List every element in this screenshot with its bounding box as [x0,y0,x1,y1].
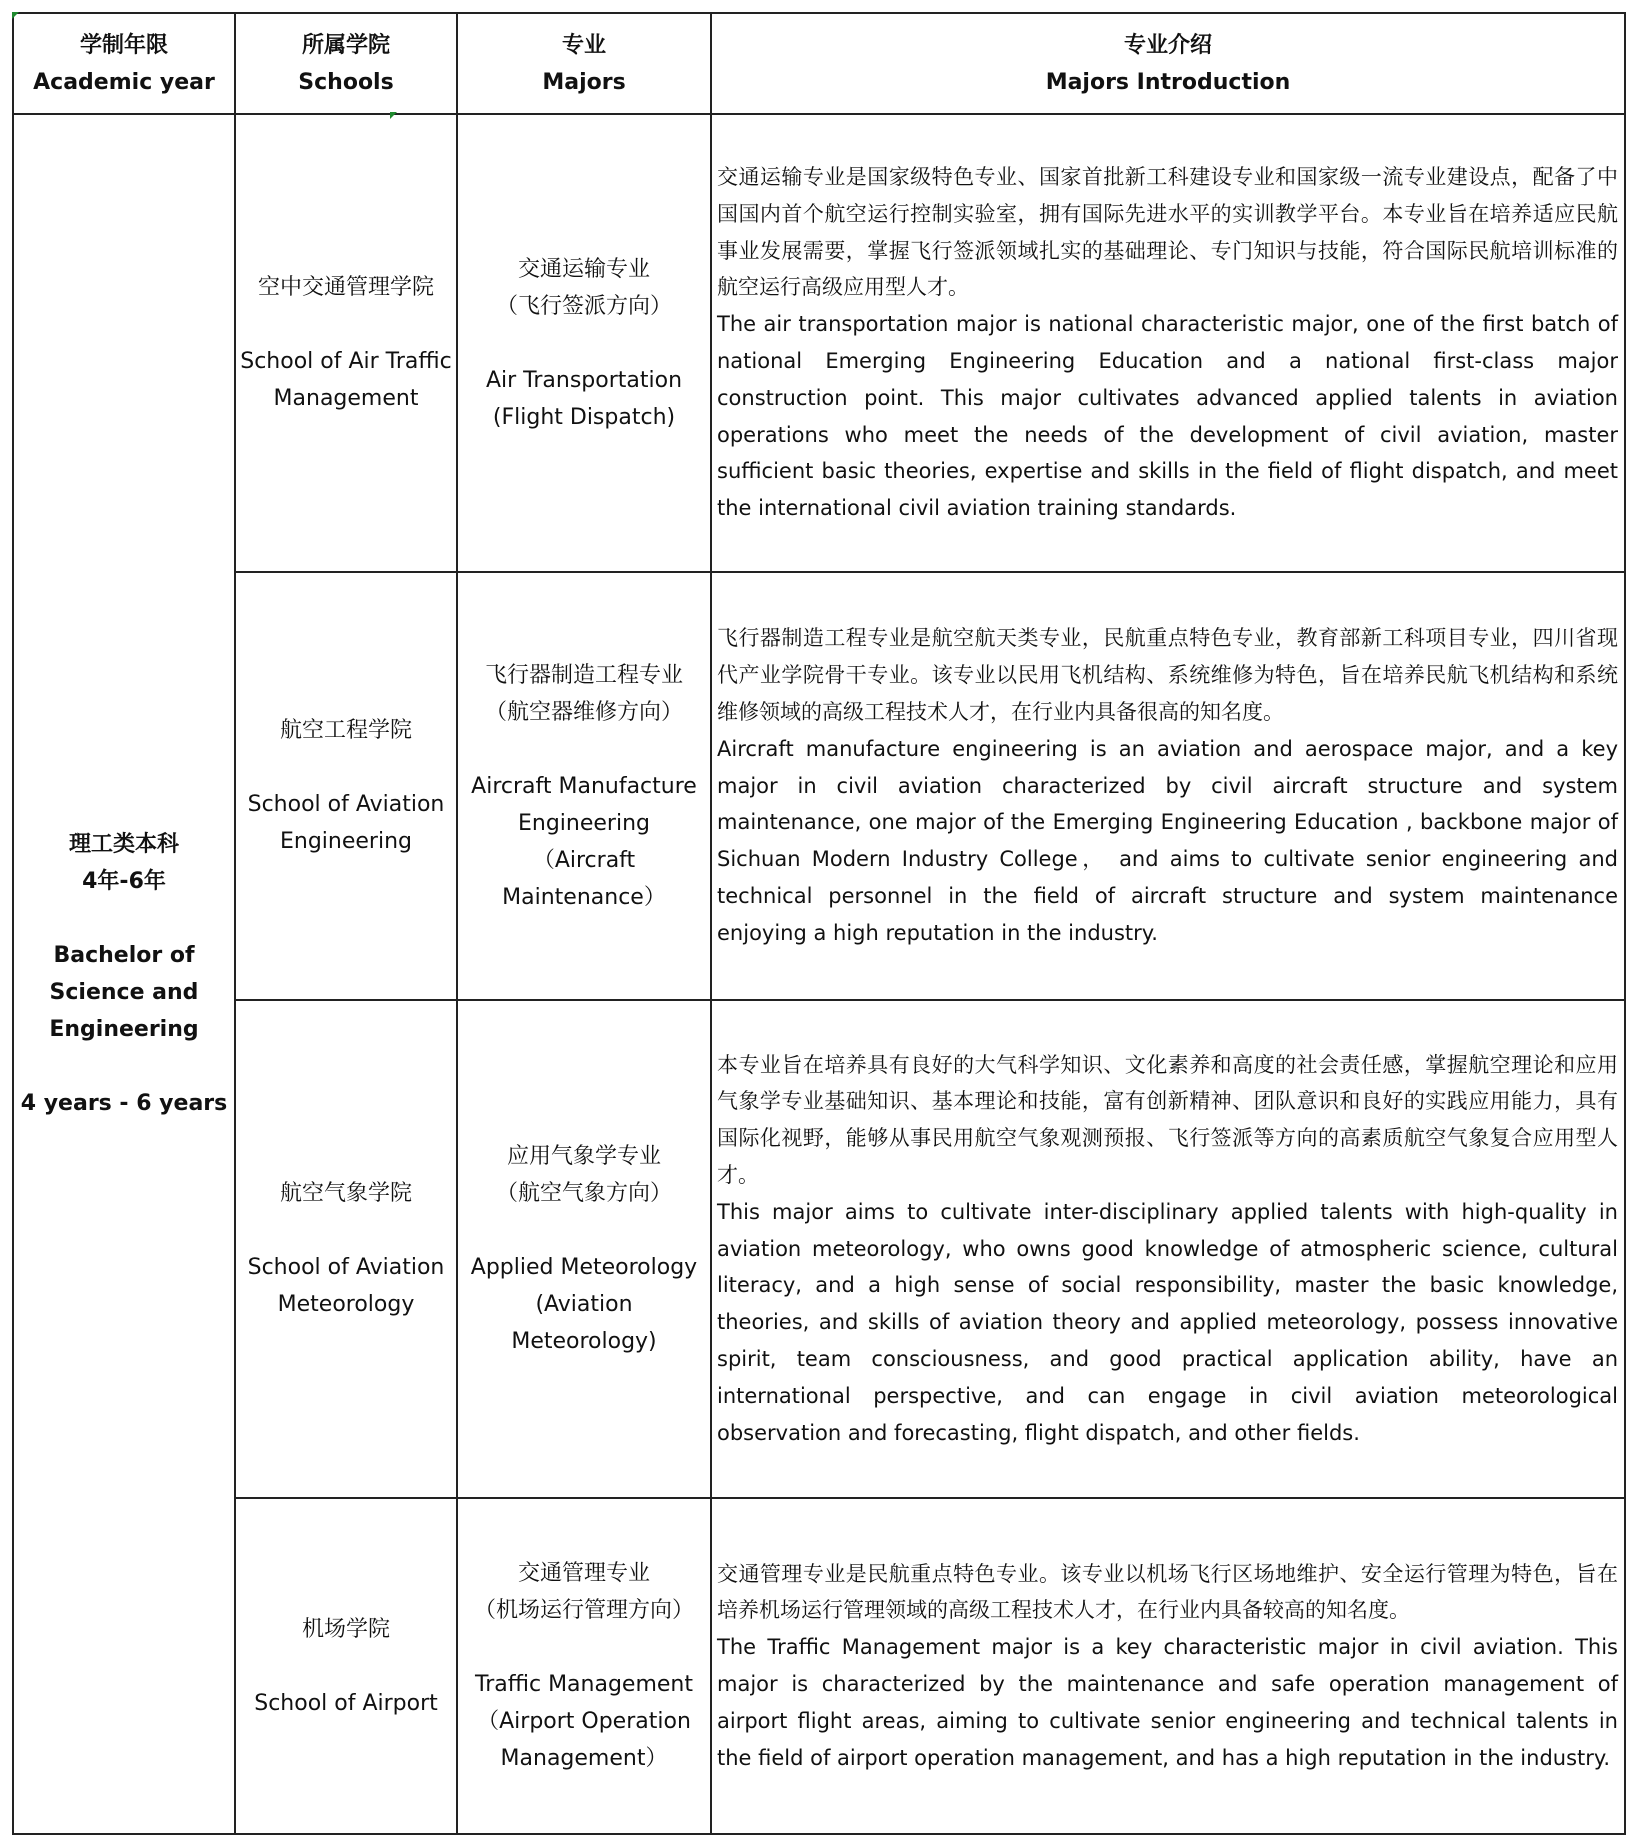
cell-corner-marker [390,112,397,119]
school-cell: 机场学院 School of Airport [235,1498,457,1834]
table-row [13,1000,1625,1498]
header-schools: 所属学院 Schools [235,13,457,114]
header-majors: 专业 Majors [457,13,711,114]
major-cell: 应用气象学专业 （航空气象方向） Applied Meteorology (Aviation Meteorology) [457,1000,711,1498]
table-row [13,1498,1625,1834]
major-cell: 交通管理专业 （机场运行管理方向） Traffic Management （Airport Operation Management） [457,1498,711,1834]
major-cell: 交通运输专业 （飞行签派方向） Air Transportation (Flight Dispatch) [457,114,711,572]
major-introduction-cell: 飞行器制造工程专业是航空航天类专业，民航重点特色专业，教育部新工科项目专业，四川省现代产业学院骨干专业。该专业以民用飞机结构、系统维修为特色，旨在培养民航飞机结构和系统维修领域的高级工程技术人才，在行业内具备很高的知名度。 Aircraft manufacture engineering is an aviation and aerospace major, and a key major in civil aviation characterized by civil aircraft structure and system maintenance, one major of the Emerging Engineering Education , backbone major of Sichuan Modern Industry College， and aims to cultivate senior engineering and technical personnel in the field of aircraft structure and system maintenance enjoying a high reputation in the industry. [711,572,1625,1000]
header-row [13,13,1625,114]
header-majors-introduction: 专业介绍 Majors Introduction [711,13,1625,114]
table-row [13,114,1625,572]
majors-table [12,12,1626,1835]
school-cell: 航空工程学院 School of Aviation Engineering [235,572,457,1000]
school-cell: 航空气象学院 School of Aviation Meteorology [235,1000,457,1498]
major-cell: 飞行器制造工程专业 （航空器维修方向） Aircraft Manufacture Engineering （Aircraft Maintenance） [457,572,711,1000]
major-introduction-cell: 交通运输专业是国家级特色专业、国家首批新工科建设专业和国家级一流专业建设点，配备了中国国内首个航空运行控制实验室，拥有国际先进水平的实训教学平台。本专业旨在培养适应民航事业发展需要，掌握飞行签派领域扎实的基础理论、专门知识与技能，符合国际民航培训标准的航空运行高级应用型人才。 The air transportation major is national characteristic major, one of the first batch of national Emerging Engineering Education and a national first-class major construction point. This major cultivates advanced applied talents in aviation operations who meet the needs of the development of civil aviation, master sufficient basic theories, expertise and skills in the field of flight dispatch, and meet the international civil aviation training standards. [711,114,1625,572]
major-introduction-cell: 交通管理专业是民航重点特色专业。该专业以机场飞行区场地维护、安全运行管理为特色，旨在培养机场运行管理领域的高级工程技术人才，在行业内具备较高的知名度。 The Traffic Management major is a key characteristic major in civil aviation. This major is characterized by the maintenance and safe operation management of airport flight areas, aiming to cultivate senior engineering and technical talents in the field of airport operation management, and has a high reputation in the industry. [711,1498,1625,1834]
cell-corner-marker [12,12,19,19]
table-row [13,572,1625,1000]
school-cell: 空中交通管理学院 School of Air Traffic Management [235,114,457,572]
header-academic-year: 学制年限 Academic year [13,13,235,114]
major-introduction-cell: 本专业旨在培养具有良好的大气科学知识、文化素养和高度的社会责任感，掌握航空理论和应用气象学专业基础知识、基本理论和技能，富有创新精神、团队意识和良好的实践应用能力，具有国际化视野，能够从事民用航空气象观测预报、飞行签派等方向的高素质航空气象复合应用型人才。 This major aims to cultivate inter-disciplinary applied talents with high-quality in aviation meteorology, who owns good knowledge of atmospheric science, cultural literacy, and a high sense of social responsibility, master the basic knowledge, theories, and skills of aviation theory and applied meteorology, possess innovative spirit, team consciousness, and good practical application ability, have an international perspective, and can engage in civil aviation meteorological observation and forecasting, flight dispatch, and other fields. [711,1000,1625,1498]
majors-table-container [12,12,1624,1831]
academic-year-cell: 理工类本科 4年-6年 Bachelor of Science and Engineering 4 years - 6 years [13,114,235,1834]
